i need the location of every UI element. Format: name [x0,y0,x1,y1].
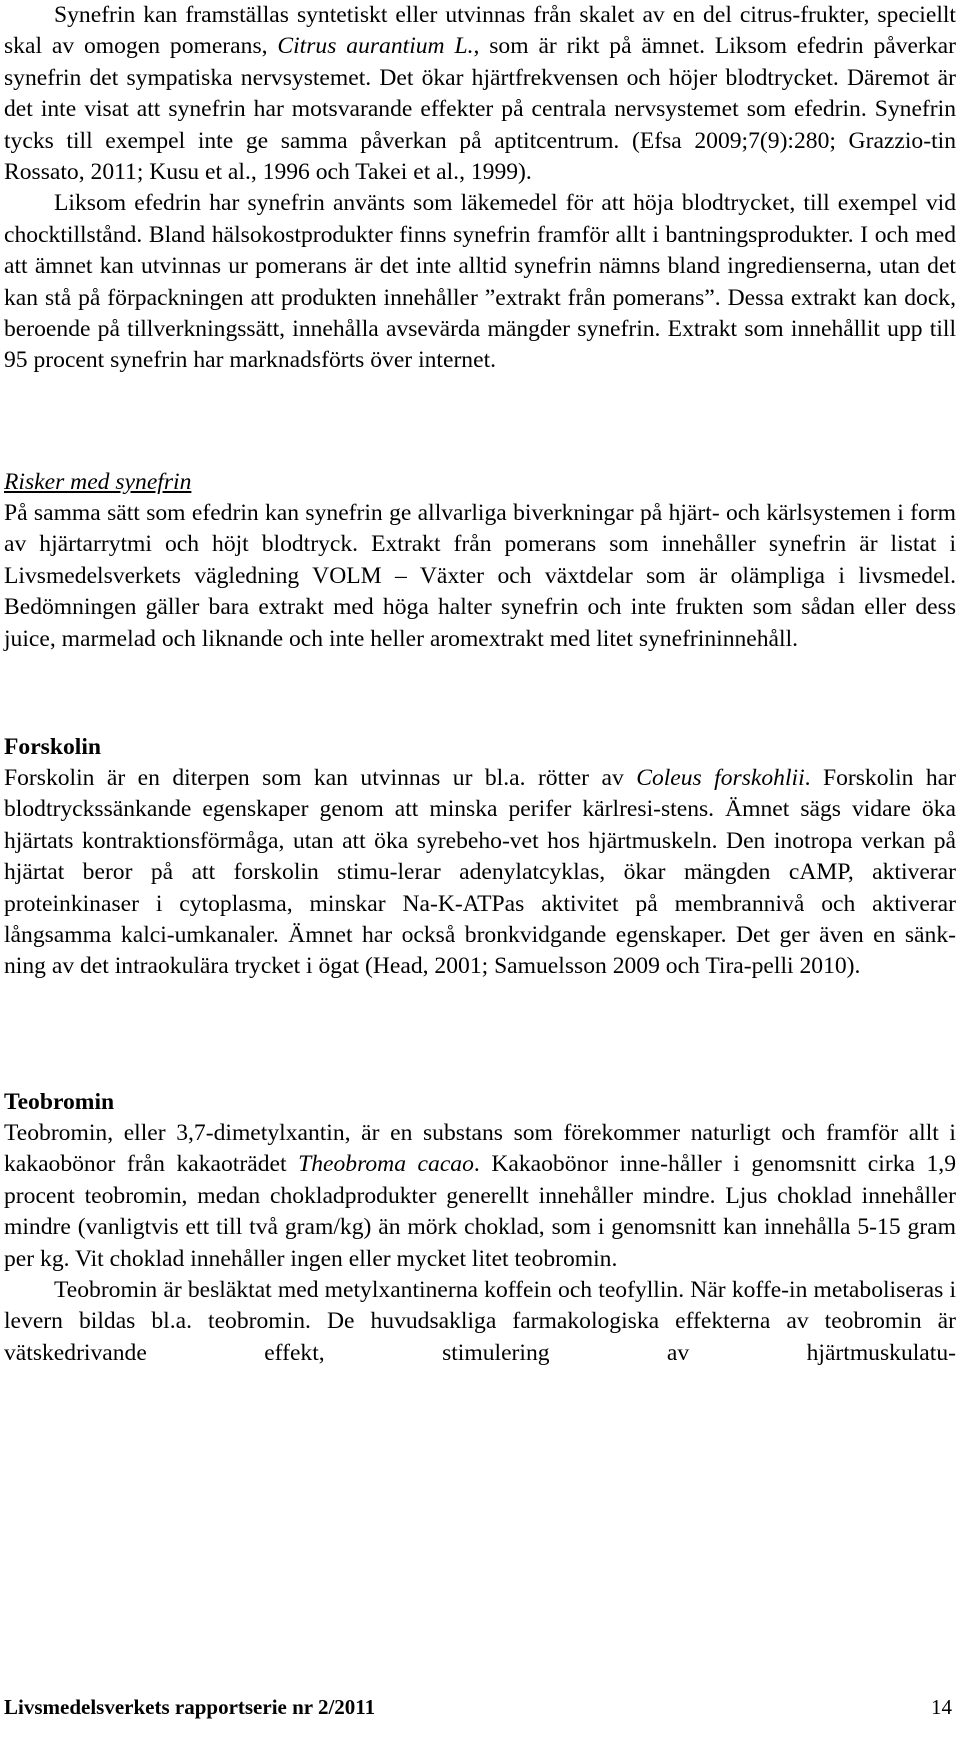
forskolin-text-b: . Forskolin har blodtryckssänkande egenskaper genom att minska perifer kärlresi-stens. Ämnet sägs vidare öka hjärtats kontraktionsförmåga, utan att öka syrebeho-vet hos hjärtmuskeln. Den inotropa verkan på hjärtat beror på att forskolin stimu-lerar adenylatcyklas, ökar mängden cAMP, aktiverar proteinkinaser i cytoplasma, minskar Na-K-ATPas aktivitet på membrannivå och aktiverar långsamma kalci-umkanaler. Ämnet har också bronkvidgande egenskaper. Det ger även en sänk-ning av det intraokulära trycket i ögat (Head, 2001; Samuelsson 2009 och Tira-pelli 2010). [4,765,957,980]
synefrin-p1-text-a: Synefrin kan framställas syntetiskt eller utvinnas från skalet av en del citrus-frukter, speciellt skal av omogen pomerans, [4,2,956,60]
synefrin-paragraph-2: Liksom efedrin har synefrin använts som läkemedel för att höja blodtrycket, till exempel vid chocktillstånd. Bland hälsokostprodukter finns synefrin framför allt i bantningsprodukter. I och med att ämnet kan utvinnas ur pomerans är det inte alltid synefrin nämns bland ingredienserna, utan det kan stå på förpackningen att produkten innehåller ”extrakt från pomerans”. Dessa extrakt kan dock, beroende på tillverkningssätt, innehålla avsevärda mängder synefrin. Extrakt som innehållit upp till 95 procent synefrin har marknadsförts över internet. [4,190,956,374]
risker-paragraph: På samma sätt som efedrin kan synefrin ge allvarliga biverkningar på hjärt- och kärlsystemen i form av hjärtarrytmi och höjt blodtryck. Extrakt från pomerans som innehåller synefrin är listat i Livsmedelsverkets vägledning VOLM – Växter och växtdelar som är olämpliga i livsmedel. Bedömningen gäller bara extrakt med höga halter synefrin och inte frukten som sådan eller dess juice, marmelad och liknande och inte heller aromextrakt med litet synefrininnehåll. [4,500,956,652]
citrus-latin-name: Citrus aurantium L. [277,33,474,60]
theobroma-latin-name: Theobroma cacao [298,1151,474,1178]
teobromin-p1-text-a: Teobromin, eller 3,7-dimetylxantin, är en substans som förekommer naturligt och framför allt i kakaobönor från kakaoträdet [4,1120,956,1178]
teobromin-heading: Teobromin [4,1089,115,1115]
forskolin-text-a: Forskolin är en diterpen som kan utvinnas ur bl.a. rötter av [4,765,637,791]
risker-heading: Risker med synefrin [4,469,192,495]
teobromin-p1-text-b: . Kakaobönor inne-håller i genomsnitt cirka 1,9 procent teobromin, medan chokladprodukter generellt innehåller mindre. Ljus choklad innehåller mindre (vanligtvis ett till två gram/kg) än mörk choklad, som i genomsnitt kan innehålla 5-15 gram per kg. Vit choklad innehåller ingen eller mycket litet teobromin. [4,1151,957,1272]
synefrin-section [4,0,956,377]
page-number: 14 [931,1695,952,1719]
synefrin-paragraph-1 [4,0,956,188]
risker-section [4,498,956,655]
report-series-footer: Livsmedelsverkets rapportserie nr 2/2011 [4,1695,376,1719]
forskolin-section [4,763,956,983]
forskolin-paragraph [4,763,956,983]
teobromin-paragraph-2: Teobromin är besläktat med metylxantinerna koffein och teofyllin. När koffe-in metaboliseras i levern bildas bl.a. teobromin. De huvudsakliga farmakologiska effekterna av teobromin är vätskedrivande effekt, stimulering av hjärtmuskulatu- [4,1277,956,1366]
teobromin-paragraph-1 [4,1118,956,1275]
synefrin-p1-text-b: , som är rikt på ämnet. Liksom efedrin påverkar synefrin det sympatiska nervsystemet. Det ökar hjärtfrekvensen och höjer blodtrycket. Däremot är det inte visat att synefrin har motsvarande effekter på centrala nervsystemet som efedrin. Synefrin tycks till exempel inte ge samma påverkan på aptitcentrum. (Efsa 2009;7(9):280; Grazzio-tin Rossato, 2011; Kusu et al., 1996 och Takei et al., 1999). [4,33,956,186]
teobromin-section [4,1118,956,1369]
coleus-latin-name: Coleus forskohlii [636,765,805,791]
forskolin-heading: Forskolin [4,734,102,760]
